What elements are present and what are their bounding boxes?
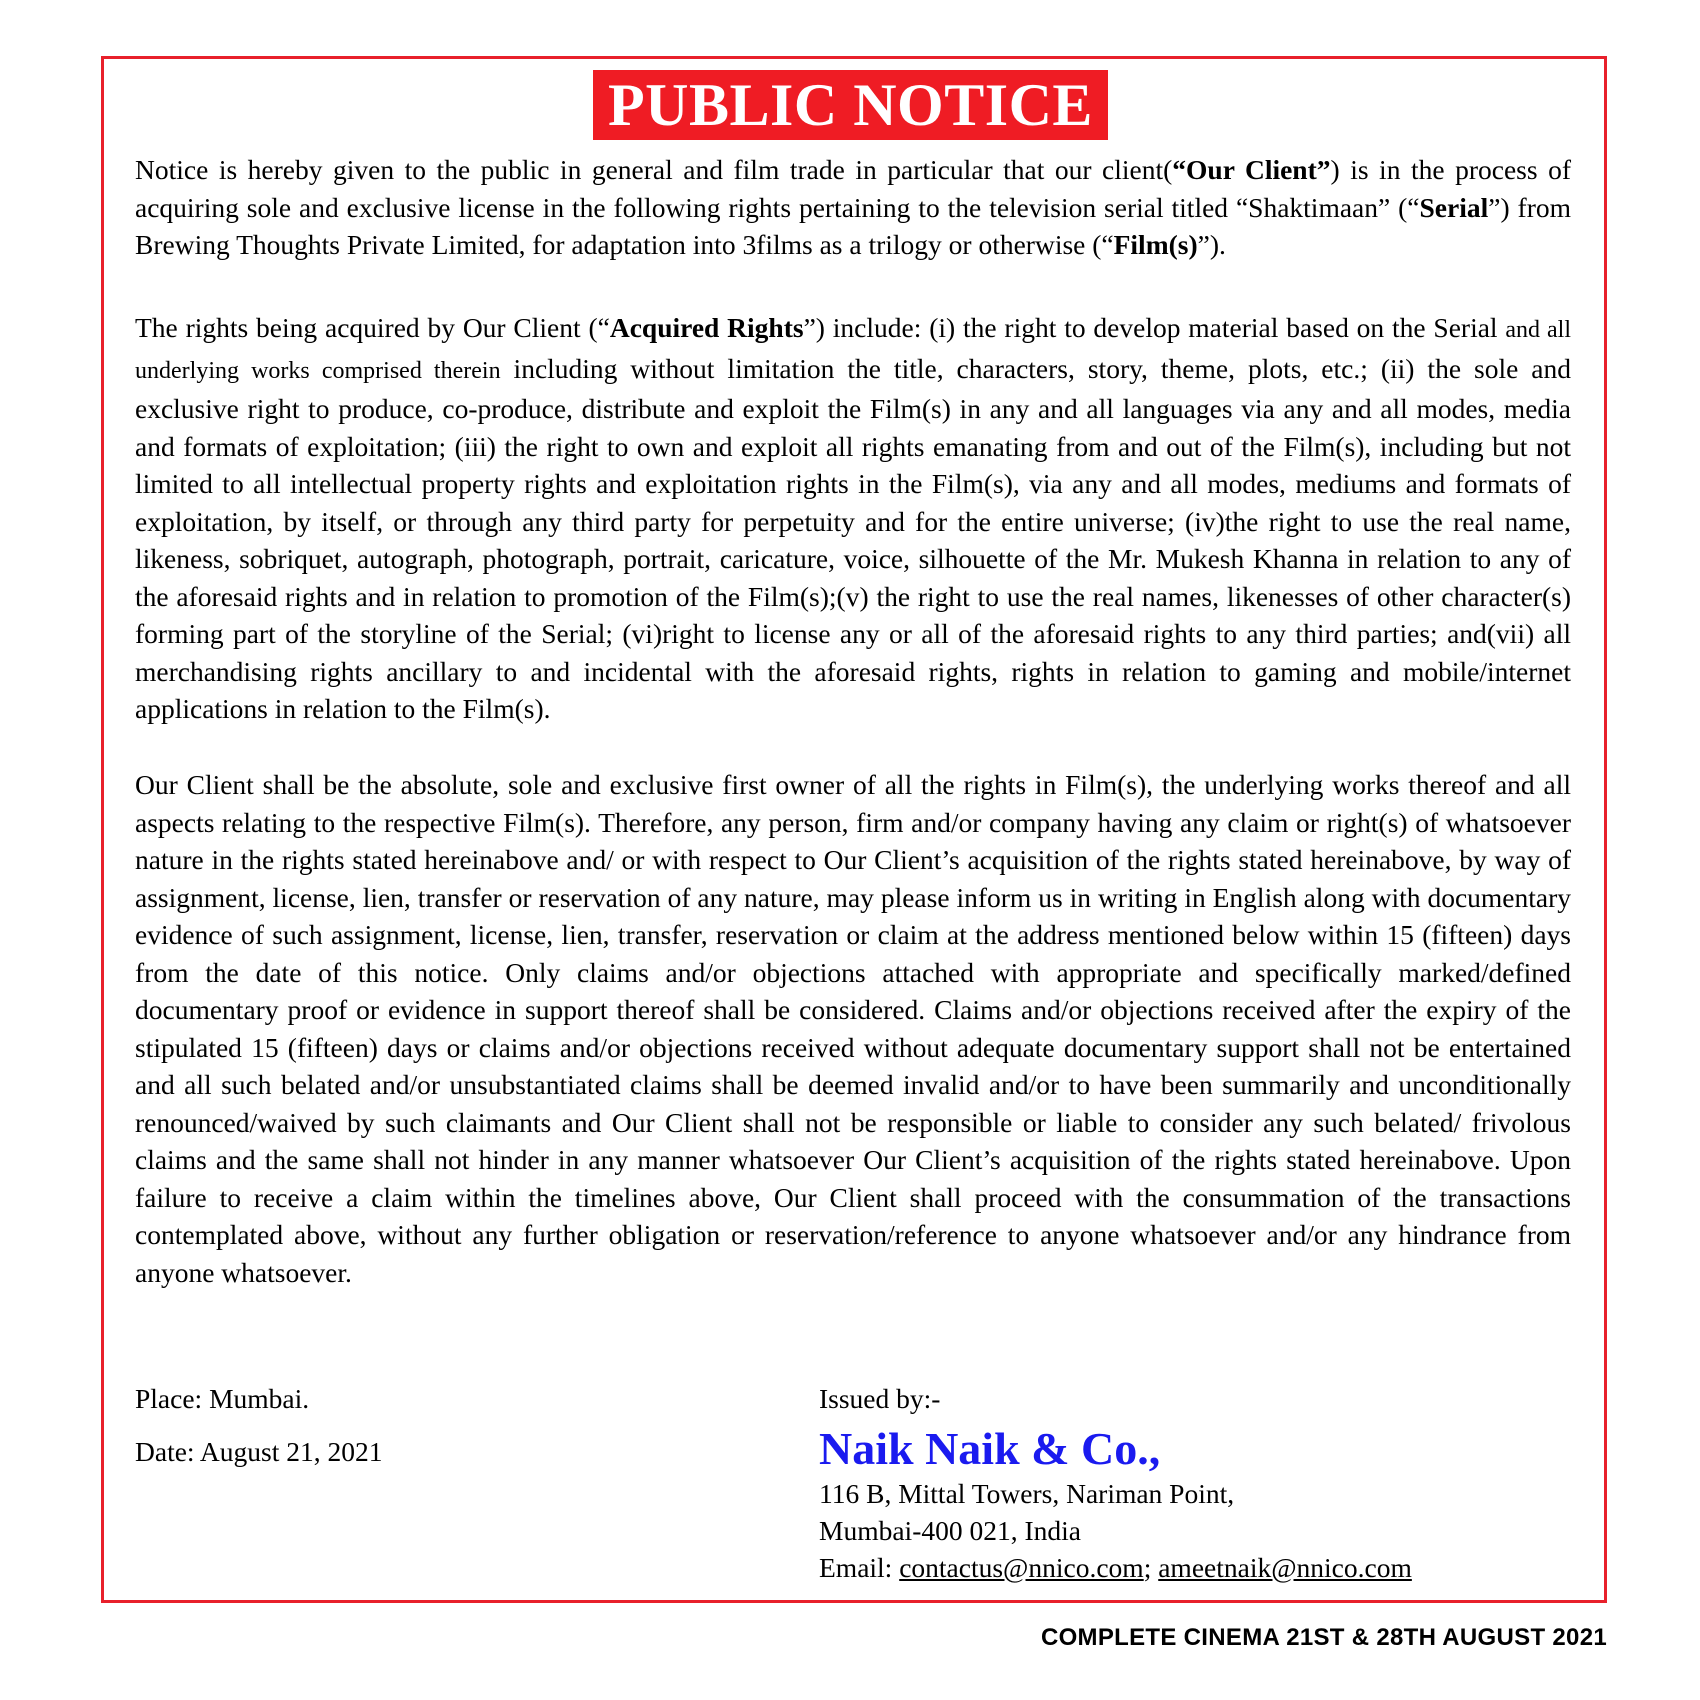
issued-by-label: Issued by:- [819,1383,941,1414]
text-run: including without limitation the title, characters, story, theme, plots, etc.; (ii) the sole and exclusive right to produce, co-produce, distribute and exploit the Film(s) in any and all languages via any and all modes, media and formats of exploitation; (iii) the right to own and exploit all rights emanating from and out of the Film(s), including but not limited to all intellectual property rights and exploitation rights in the Film(s), via any and all modes, mediums and formats of exploitation, by itself, or through any third party for perpetuity and for the entire universe; (iv)the right to use the real name, likeness, sobriquet, autograph, photograph, portrait, caricature, voice, silhouette of the Mr. Mukesh Khanna in relation to any of the aforesaid rights and in relation to promotion of the Film(s);(v) the right to use the real names, likenesses of other character(s) forming part of the storyline of the Serial; (vi)right to license any or all of the aforesaid rights to any third parties; and(vii) all merchandising rights ancillary to and incidental with the aforesaid rights, rights in relation to gaming and mobile/internet applications in relation to the Film(s). [135,352,1571,724]
email-separator: ; [1143,1552,1159,1583]
bold-term: Acquired Rights [609,312,804,343]
firm-name: Naik Naik & Co., [819,1423,1161,1474]
notice-paragraph-rights [135,309,1571,728]
text-run: Notice is hereby given to the public in general and film trade in particular that our client( [135,154,1173,185]
text-run-small: and all underlying works comprised therein [135,317,1572,384]
email-link-ameetnaik[interactable]: ameetnaik@nnico.com [1158,1552,1412,1583]
text-run: ) is in the process of acquiring sole and exclusive license in the following rights pertaining to the television serial titled “Shaktimaan” (“ [135,154,1571,223]
bold-term: Serial [1419,191,1489,223]
notice-paragraph-claims: Our Client shall be the absolute, sole and exclusive first owner of all the rights in Film(s), the underlying works thereof and all aspects relating to the respective Film(s). Therefore, any person, firm and/or company having any claim or right(s) of whatsoever nature in the rights stated hereinabove and/ or with respect to Our Client’s acquisition of the rights stated hereinabove, by way of assignment, license, lien, transfer or reservation of any nature, may please inform us in writing in English along with documentary evidence of such assignment, license, lien, transfer, reservation or claim at the address mentioned below within 15 (fifteen) days from the date of this notice. Only claims and/or objections attached with appropriate and specifically marked/defined documentary proof or evidence in support thereof shall be considered. Claims and/or objections received after the expiry of the stipulated 15 (fifteen) days or claims and/or objections received without adequate documentary support shall not be entertained and all such belated and/or unsubstantiated claims shall be deemed invalid and/or to have been summarily and unconditionally renounced/waived by such claimants and Our Client shall not be responsible or liable to consider any such belated/ frivolous claims and the same shall not hinder in any manner whatsoever Our Client’s acquisition of the rights stated hereinabove. Upon failure to receive a claim within the timelines above, Our Client shall proceed with the consummation of the transactions contemplated above, without any further obligation or reservation/reference to anyone whatsoever and/or any hindrance from anyone whatsoever. [135,769,1571,1288]
text-run: ”). [1197,229,1226,260]
bold-term: “Our Client” [1172,154,1331,185]
bold-term: Film(s) [1113,229,1198,260]
notice-paragraph-intro [135,151,1571,264]
address-line-1: 116 B, Mittal Towers, Nariman Point, [819,1478,1235,1509]
email-link-contactus[interactable]: contactus@nnico.com [899,1552,1144,1583]
page-title: PUBLIC NOTICE [608,72,1093,138]
title-banner [593,70,1108,140]
publication-credit: COMPLETE CINEMA 21ST & 28TH AUGUST 2021 [1040,1624,1607,1651]
text-run: The rights being acquired by Our Client (“ [135,312,610,343]
date-line: Date: August 21, 2021 [135,1436,383,1467]
place-line: Place: Mumbai. [135,1383,310,1414]
email-line [819,1549,1412,1587]
text-run: ”) from Brewing Thoughts Private Limited, for adaptation into 3films as a trilogy or otherwise (“ [135,191,1571,260]
address-line-2: Mumbai-400 021, India [819,1515,1081,1546]
text-run: ”) include: (i) the right to develop material based on the Serial [803,312,1506,343]
email-label: Email: [819,1552,900,1583]
